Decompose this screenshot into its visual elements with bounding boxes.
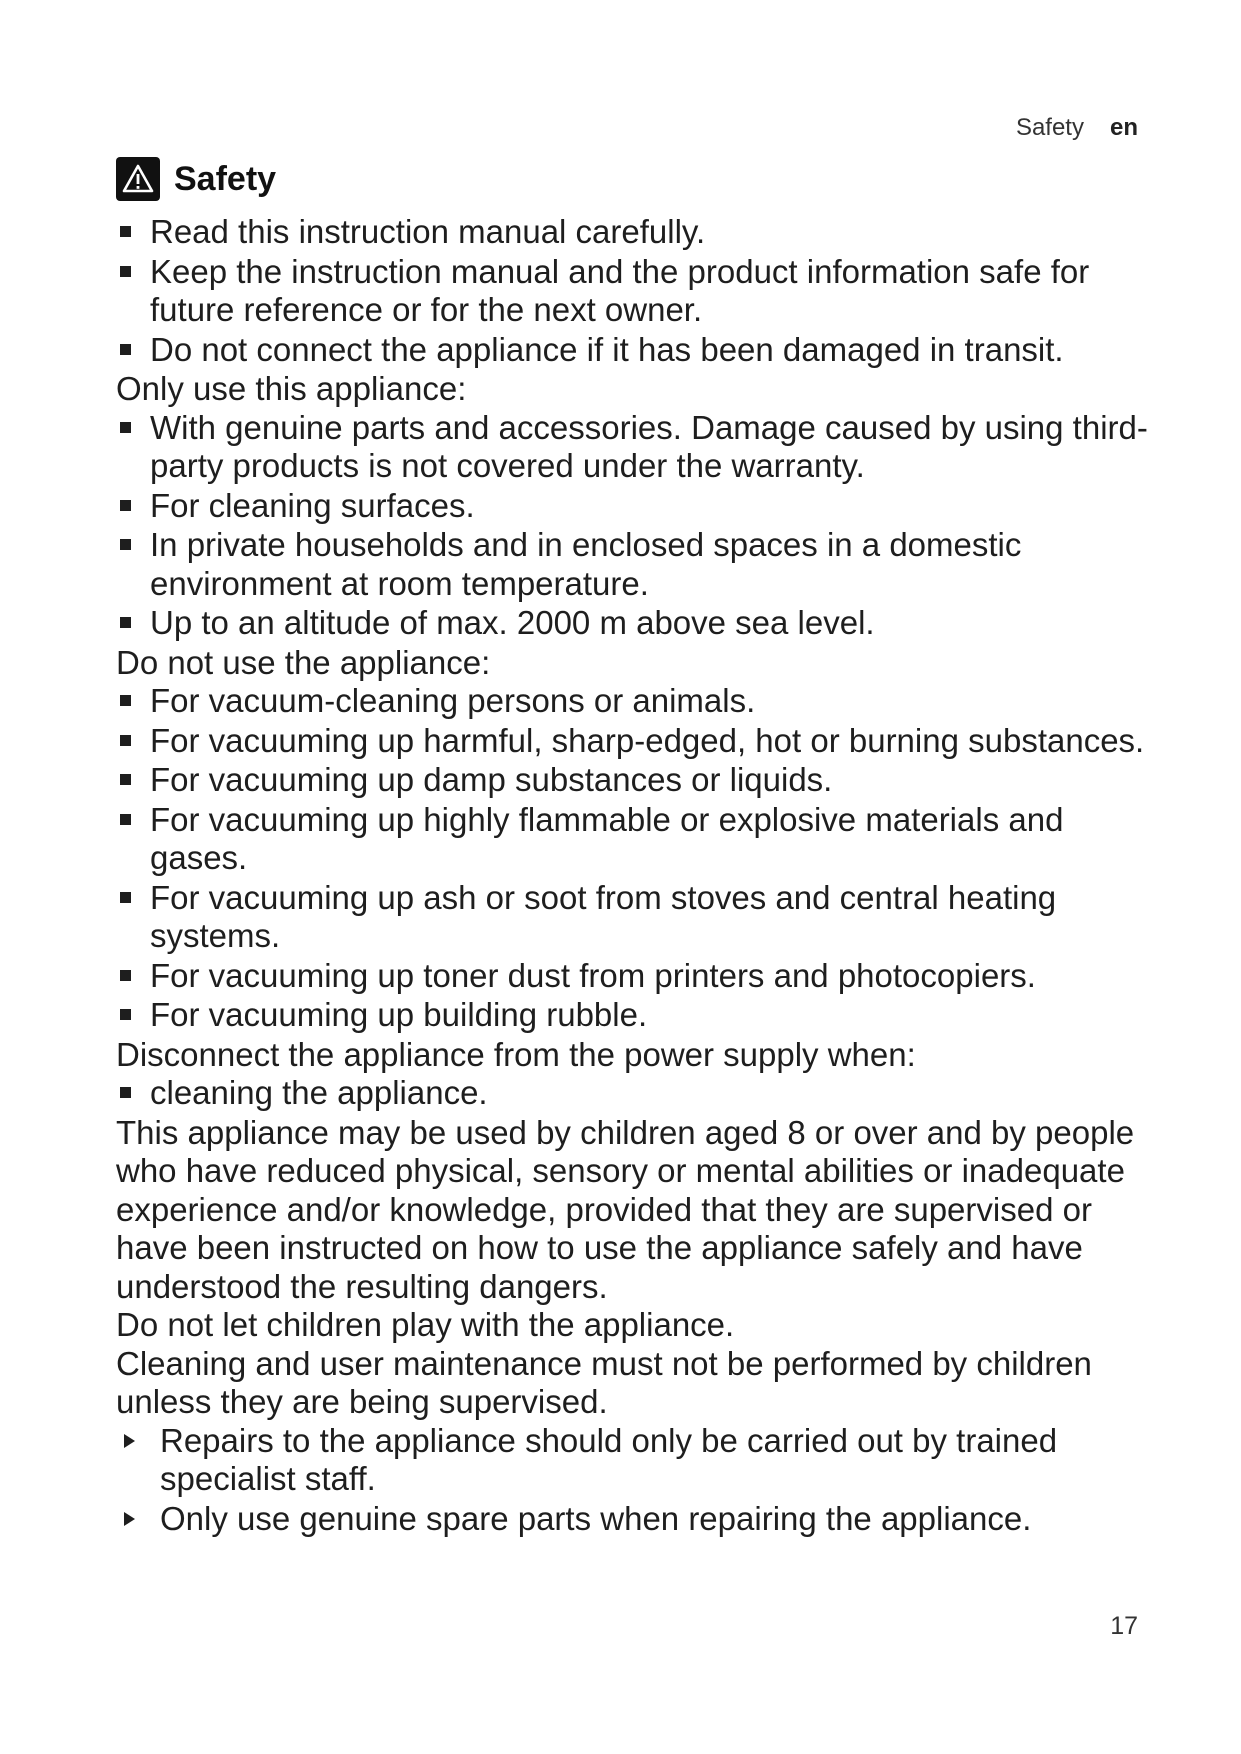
bullet-item — [116, 957, 1156, 996]
paragraph: Disconnect the appliance from the power supply when: — [116, 1035, 916, 1073]
section-heading — [116, 157, 276, 201]
running-header — [1016, 114, 1138, 142]
warning-triangle-icon — [116, 157, 160, 201]
paragraph: Do not let children play with the appliance. — [116, 1306, 735, 1343]
bullet-item-text: For vacuuming up harmful, sharp-edged, hot or burning substances. — [150, 721, 1145, 759]
bullet-item — [116, 879, 1156, 956]
bullet-item-text: For vacuuming up building rubble. — [150, 996, 648, 1033]
bullet-item — [116, 526, 1156, 603]
page-number: 17 — [1110, 1612, 1138, 1640]
bullet-item-text: Read this instruction manual carefully. — [150, 213, 706, 250]
safety-content — [116, 213, 1156, 1539]
bullet-item — [116, 253, 1156, 330]
bullet-item-text: For cleaning surfaces. — [150, 486, 475, 524]
bullet-item — [116, 604, 1156, 643]
bullet-item — [116, 213, 1156, 252]
instruction-step — [116, 1422, 1156, 1499]
instruction-step-text: Repairs to the appliance should only be carried out by trained specialist staff. — [160, 1421, 1058, 1497]
bullet-item-text: Keep the instruction manual and the product information safe for future reference or for the next owner. — [150, 252, 1090, 328]
bullet-item — [116, 682, 1156, 721]
bullet-item-text: For vacuum-cleaning persons or animals. — [150, 682, 756, 719]
paragraph: This appliance may be used by children aged 8 or over and by people who have reduced physical, sensory or mental abilities or inadequate experience and/or knowledge, provided that they are supervised or have been instructed on how to use the appliance safely and have understood the resulting dangers. — [116, 1113, 1135, 1305]
section-title: Safety — [174, 159, 277, 198]
instruction-step-text: Only use genuine spare parts when repairing the appliance. — [160, 1499, 1032, 1537]
bullet-item-text: For vacuuming up damp substances or liquids. — [150, 761, 833, 798]
bullet-item — [116, 1074, 1156, 1113]
bullet-item — [116, 996, 1156, 1035]
bullet-item — [116, 722, 1156, 761]
instruction-step — [116, 1500, 1156, 1539]
bullet-item — [116, 761, 1156, 800]
bullet-item — [116, 409, 1156, 486]
bullet-item — [116, 331, 1156, 370]
bullet-item-text: Do not connect the appliance if it has been damaged in transit. — [150, 330, 1064, 368]
bullet-item-text: cleaning the appliance. — [150, 1074, 488, 1111]
bullet-item-text: In private households and in enclosed spaces in a domestic environment at room temperature. — [150, 526, 1022, 602]
bullet-item — [116, 487, 1156, 526]
bullet-item-text: With genuine parts and accessories. Damage caused by using third-party products is not covered under the warranty. — [150, 408, 1148, 484]
bullet-item-text: For vacuuming up highly flammable or explosive materials and gases. — [150, 800, 1064, 876]
bullet-item-text: For vacuuming up toner dust from printers and photocopiers. — [150, 956, 1036, 994]
paragraph: Cleaning and user maintenance must not be performed by children unless they are being supervised. — [116, 1344, 1092, 1420]
paragraph: Do not use the appliance: — [116, 643, 491, 681]
bullet-item-text: For vacuuming up ash or soot from stoves and central heating systems. — [150, 878, 1057, 954]
bullet-item-text: Up to an altitude of max. 2000 m above sea level. — [150, 604, 875, 641]
paragraph: Only use this appliance: — [116, 370, 467, 407]
header-section: Safety — [1015, 114, 1084, 141]
bullet-item — [116, 801, 1156, 878]
header-language: en — [1109, 114, 1138, 141]
